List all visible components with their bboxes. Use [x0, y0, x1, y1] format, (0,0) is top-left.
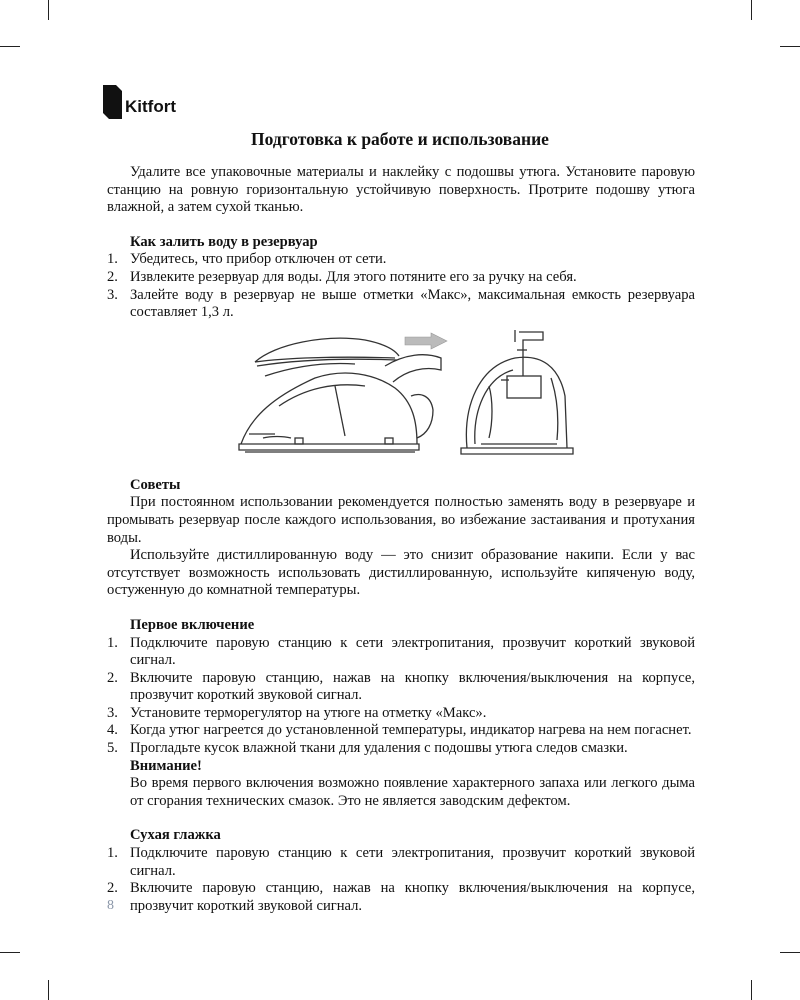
tips-paragraph: При постоянном использовании рекомендуется полностью заменять воду в резервуаре и промывать резервуар после каждого использования, во избежание застаивания и протухания воды.	[107, 494, 695, 546]
tank-filling-illustration	[453, 326, 577, 474]
crop-mark	[751, 980, 752, 1000]
pull-arrow-icon	[403, 332, 449, 350]
section-heading-tips: Советы	[130, 476, 181, 493]
list-item: 1. Подключите паровую станцию к сети электропитания, прозвучит короткий звуковой сигнал.	[107, 634, 695, 669]
list-item: 3. Установите терморегулятор на утюге на отметку «Макс».	[107, 704, 487, 721]
brand-name: Kitfort	[125, 97, 176, 116]
brand-logo	[103, 85, 176, 119]
figures	[107, 326, 695, 474]
list-item: 2. Извлеките резервуар для воды. Для этого потяните его за ручку на себя.	[107, 268, 577, 285]
page-number: 8	[107, 898, 114, 913]
warning-text: Во время первого включения возможно появление характерного запаха или легкого дыма от сгорания технических смазок. Это не является заводским дефектом.	[130, 775, 695, 809]
section-heading-dry-ironing: Сухая глажка	[130, 827, 221, 844]
list-item: 1. Убедитесь, что прибор отключен от сети.	[107, 251, 387, 268]
tips-paragraph: Используйте дистиллированную воду — это снизит образование накипи. Если у вас отсутствует возможность использовать дистиллированную, используйте кипяченую воду, остуженную до комнатной температуры.	[107, 547, 695, 599]
crop-mark	[0, 46, 20, 47]
list-item: 1. Подключите паровую станцию к сети электропитания, прозвучит короткий звуковой сигнал.	[107, 845, 695, 879]
list-item: 4. Когда утюг нагреется до установленной температуры, индикатор нагрева на нем погаснет.	[107, 722, 692, 739]
crop-mark	[780, 46, 800, 47]
page-title: Подготовка к работе и использование	[251, 129, 549, 149]
dry-ironing-list	[107, 845, 695, 915]
crop-mark	[780, 952, 800, 953]
section-heading-fill-water: Как залить воду в резервуар	[130, 233, 318, 250]
list-item: 2. Включите паровую станцию, нажав на кнопку включения/выключения на корпусе, прозвучит короткий звуковой сигнал.	[107, 880, 695, 914]
list-item: 2. Включите паровую станцию, нажав на кнопку включения/выключения на корпусе, прозвучит короткий звуковой сигнал.	[107, 669, 695, 704]
list-item: 3. Залейте воду в резервуар не выше отметки «Макс», максимальная емкость резервуара составляет 1,3 л.	[107, 286, 695, 321]
document-body	[107, 164, 695, 915]
intro-paragraph: Удалите все упаковочные материалы и наклейку с подошвы утюга. Установите паровую станцию на ровную горизонтальную устойчивую поверхность. Протрите подошву утюга влажной, а затем сухой тканью.	[107, 164, 695, 216]
list-item: 5. Прогладьте кусок влажной ткани для удаления с подошвы утюга следов смазки. Внимание! Во время первого включения возможно появление характерного запаха или легкого дыма от сгорания технических смазок. Это не является заводским дефектом.	[107, 740, 695, 809]
fill-water-list	[107, 251, 695, 321]
crop-mark	[0, 952, 20, 953]
crop-mark	[48, 0, 49, 20]
first-use-list	[107, 635, 695, 811]
warning-title: Внимание!	[130, 757, 202, 774]
crop-mark	[751, 0, 752, 20]
crop-mark	[48, 980, 49, 1000]
section-heading-first-use: Первое включение	[130, 616, 255, 633]
kitfort-logo-icon	[103, 85, 122, 119]
